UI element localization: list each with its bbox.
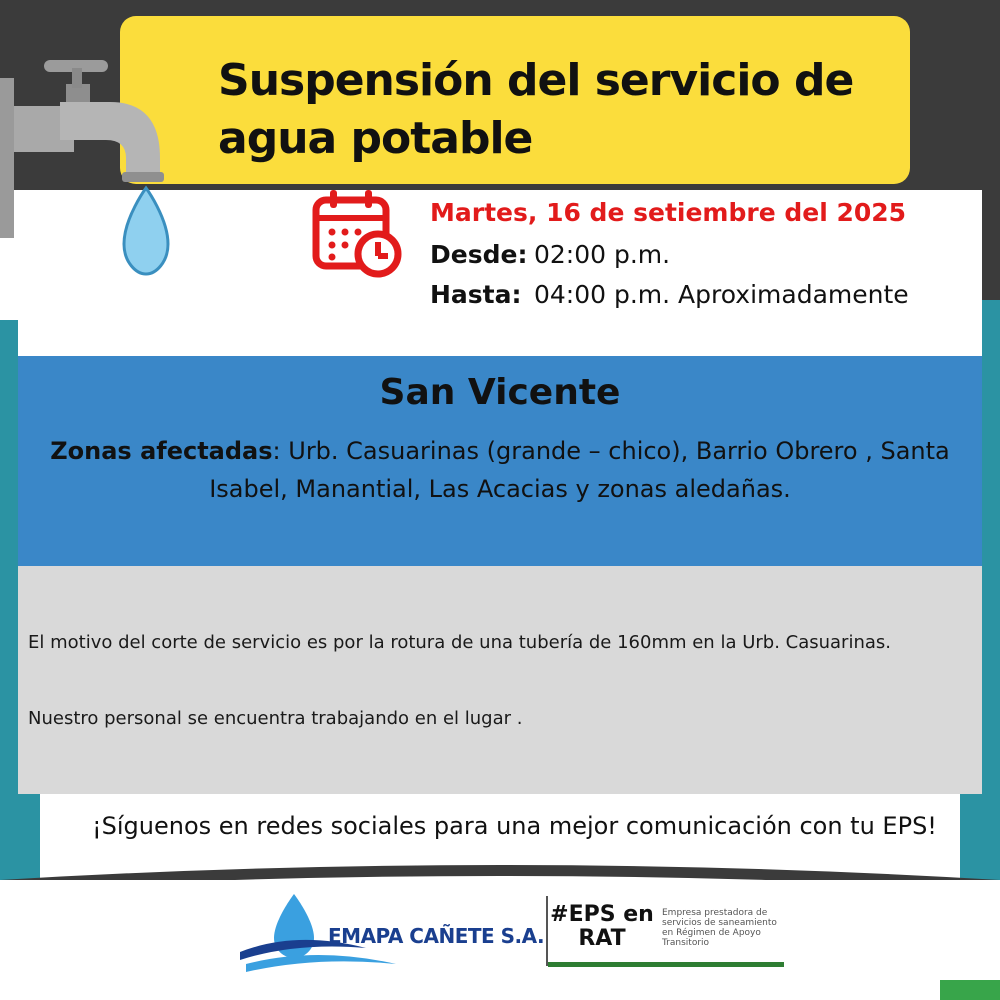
time-to-label: Hasta: — [430, 280, 522, 309]
eps-tag-line2: RAT — [578, 926, 626, 951]
social-media-message: ¡Síguenos en redes sociales para una mejor comunicación con tu EPS! — [92, 812, 937, 840]
zones-text: : Urb. Casuarinas (grande – chico), Barrio Obrero , Santa Isabel, Manantial, Las Acacias y zonas aledañas. — [209, 437, 950, 503]
eps-rat-underline — [548, 962, 784, 967]
time-from-value: 02:00 p.m. — [534, 240, 671, 269]
time-to-row — [430, 280, 909, 309]
corner-accent — [940, 980, 1000, 1000]
page-title: Suspensión del servicio de agua potable — [218, 55, 854, 164]
calendar-clock-icon — [312, 188, 404, 280]
eps-rat-tag — [550, 903, 654, 951]
area-name: San Vicente — [379, 372, 621, 413]
water-drop-icon — [124, 188, 168, 274]
time-from-label: Desde: — [430, 240, 528, 269]
zones-label: Zonas afectadas — [50, 437, 273, 465]
outage-date: Martes, 16 de setiembre del 2025 — [430, 198, 907, 227]
faucet-icon — [0, 48, 180, 288]
affected-zones — [50, 432, 950, 508]
eps-tag-line1: #EPS en — [550, 902, 654, 927]
emapa-logo-text: EMAPA CAÑETE S.A. — [328, 924, 545, 948]
eps-rat-description: Empresa prestadora de servicios de saneamiento en Régimen de Apoyo Transitorio — [662, 908, 777, 948]
details-box — [18, 566, 982, 794]
outage-reason: El motivo del corte de servicio es por la rotura de una tubería de 160mm en la Urb. Casuarinas. — [28, 632, 891, 653]
staff-note: Nuestro personal se encuentra trabajando en el lugar . — [28, 708, 523, 729]
time-from-row — [430, 240, 670, 269]
time-to-value: 04:00 p.m. Aproximadamente — [534, 280, 909, 309]
